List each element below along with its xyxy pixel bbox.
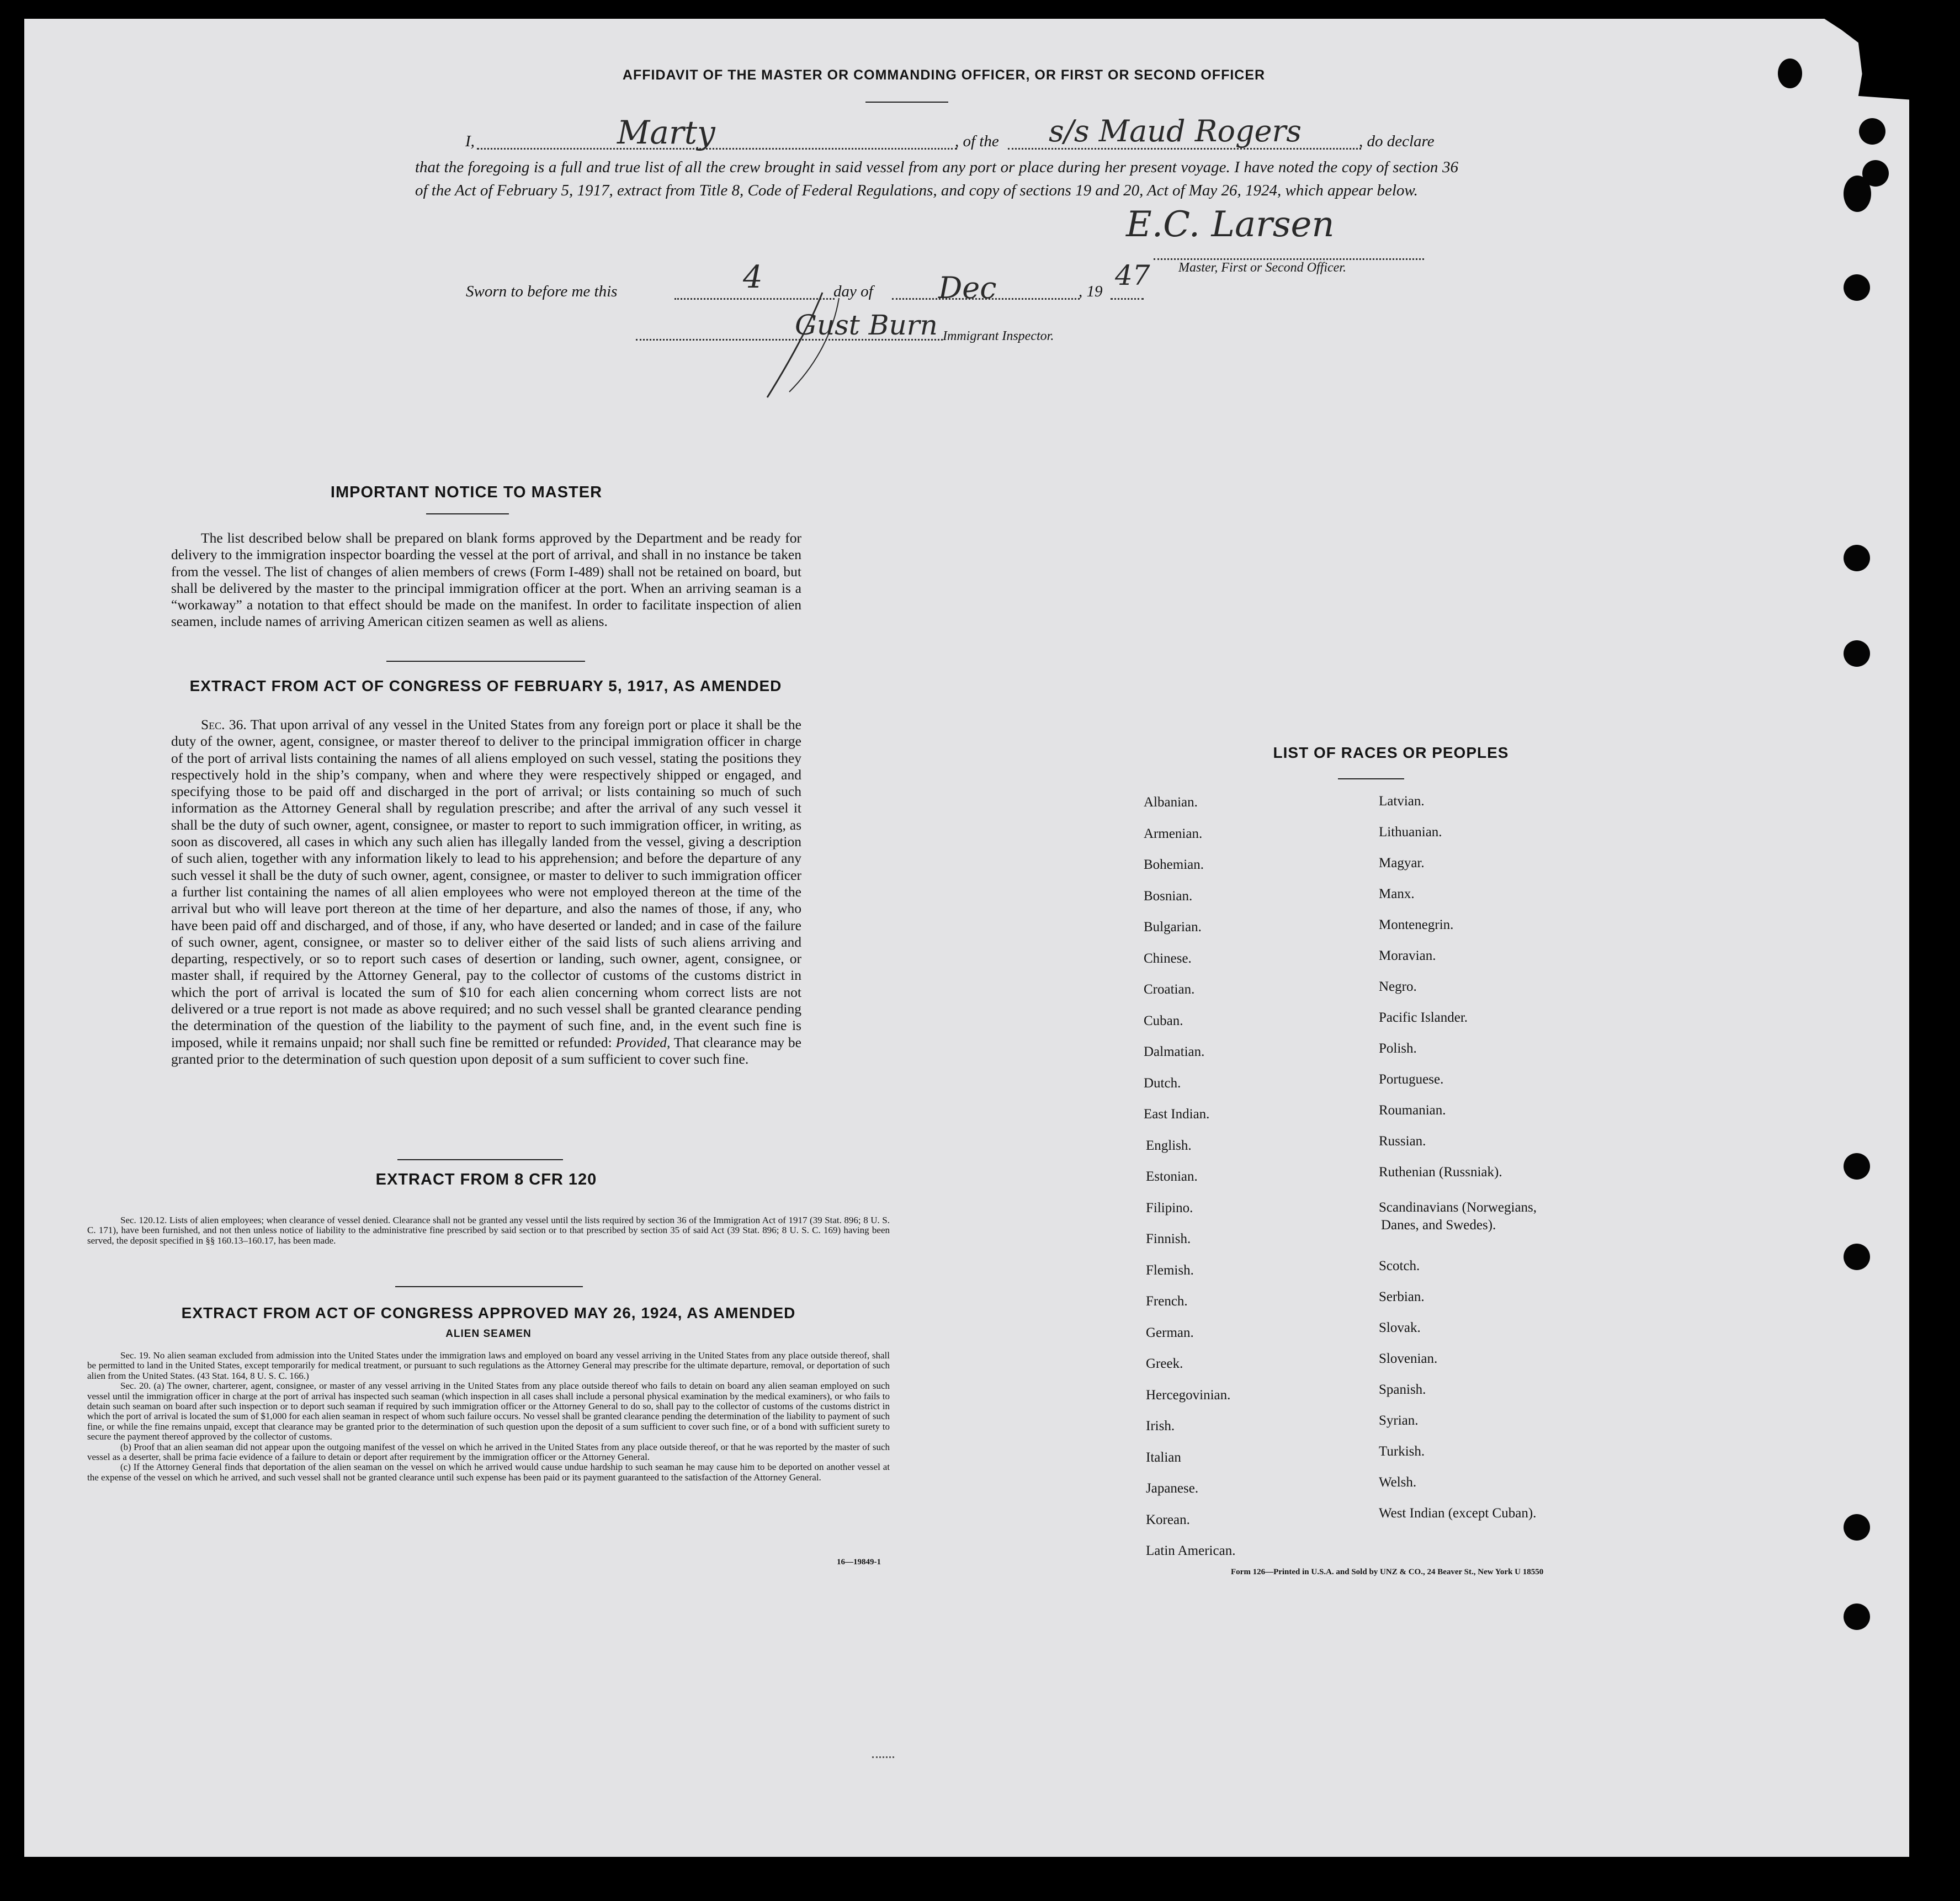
binder-hole <box>1844 1603 1870 1630</box>
binder-hole <box>1778 59 1802 88</box>
race-item: Latin American. <box>1146 1543 1236 1558</box>
sec-20b-text: (b) Proof that an alien seaman did not appear upon the outgoing manifest of the vessel on which he arrived in the United States from any place outside thereof, or that he was reported by the master of such vessel as a deserter, shall be prima facie evidence of a failure to detain or deport after requirement by the immigration officer or the Attorney General. <box>87 1441 890 1463</box>
inspector-signature: Gust Burn <box>795 309 938 341</box>
binder-hole <box>1844 1244 1870 1270</box>
notice-title: IMPORTANT NOTICE TO MASTER <box>330 484 603 501</box>
race-item: Turkish. <box>1379 1444 1425 1459</box>
sworn-day-of-label: day of <box>833 283 873 300</box>
extract-1917-body <box>171 716 801 1068</box>
master-signature-field[interactable] <box>1154 258 1424 260</box>
notice-divider <box>426 513 509 514</box>
master-signature-label: Master, First or Second Officer. <box>1178 261 1346 275</box>
race-item: Serbian. <box>1379 1289 1425 1304</box>
race-item: Danes, and Swedes). <box>1381 1218 1496 1233</box>
extract-1924-title: EXTRACT FROM ACT OF CONGRESS APPROVED MAY 26, 1924, AS AMENDED <box>181 1304 796 1321</box>
master-signature: E.C. Larsen <box>1126 204 1335 245</box>
races-divider <box>1338 778 1404 779</box>
race-item: Welsh. <box>1379 1475 1417 1490</box>
race-item: Bosnian. <box>1144 888 1193 904</box>
race-item: Roumanian. <box>1379 1103 1446 1118</box>
race-item: Moravian. <box>1379 948 1436 963</box>
title-divider <box>865 102 948 103</box>
race-item: Syrian. <box>1379 1413 1419 1428</box>
extract-1917-title: EXTRACT FROM ACT OF CONGRESS OF FEBRUARY 5, 1917, AS AMENDED <box>189 677 782 694</box>
race-item: French. <box>1146 1294 1188 1309</box>
race-item: Manx. <box>1379 886 1415 901</box>
sec-36-text: That upon arrival of any vessel in the United States from any foreign port or place it shall be the duty of the owner, agent, consignee, or master thereof to deliver to the principal immigration officer in charge of the port of arrival lists containing the names of all aliens employed on such vessel, stating the positions they respectively hold in the ship’s company, when and where they were respectively shipped or engaged, and specifying those to be paid off and discharged in the port of arrival; or lists containing so much of such information as the Attorney General shall by regulation prescribe; and after the arrival of any such vessel it shall be the duty of such owner, agent, consignee, or master to report to such immigration officer, in writing, as soon as discovered, all cases in which any such alien has illegally landed from the vessel, giving a description of such alien, together with any information likely to lead to his apprehension; and before the departure of any such vessel it shall be the duty of such owner, agent, consignee, or master to deliver to such immigration officer a further list containing the names of all alien employees who were not employed thereon at the time of the arrival but who will leave port thereon at the time of her departure, and also the names of those, if any, who have been paid off and discharged, and of those, if any, who have deserted or landed; and in case of the failure of such owner, agent, consignee, or master so to deliver either of the said lists of such aliens arriving and departing, respectively, or so to report such cases of desertion or landing, such owner, agent, consignee, or master shall, if required by the Attorney General, pay to the collector of customs of the customs district in which the port of arrival is located the sum of $10 for each alien concerning whom correct lists are not delivered or a true report is not made as above required; and no such vessel shall be granted clearance pending the determination of the question of the liability to the payment of such fine, and, in the event such fine is imposed, while it remains unpaid; nor shall such fine be remitted or refunded: <box>171 716 801 1050</box>
race-item: Magyar. <box>1379 856 1425 870</box>
race-item: Estonian. <box>1146 1169 1198 1184</box>
binder-hole <box>1844 1153 1870 1180</box>
race-item: Cuban. <box>1144 1013 1183 1028</box>
race-item: Slovak. <box>1379 1320 1421 1335</box>
of-the-label: , of the <box>955 132 999 150</box>
sec-36-label: Sec. 36. <box>201 716 247 732</box>
race-item: German. <box>1146 1325 1194 1340</box>
races-title: LIST OF RACES OR PEOPLES <box>1273 744 1509 761</box>
race-item: Croatian. <box>1144 982 1195 997</box>
form-footer: Form 126—Printed in U.S.A. and Sold by UNZ & CO., 24 Beaver St., New York U 18550 <box>1231 1568 1544 1576</box>
binder-hole <box>1859 118 1885 145</box>
race-item: Negro. <box>1379 979 1417 994</box>
race-item: English. <box>1146 1138 1192 1153</box>
race-item: Italian <box>1146 1449 1181 1465</box>
affidavit-body: that the foregoing is a full and true list of all the crew brought in said vessel from any port or place during her present voyage. I have noted the copy of section 36 of the Act of February 5, 1917, extract from Title 8, Code of Federal Regulations, and copy of sections 19 and 20, Act of May 26, 1924, which appear below. <box>415 158 1458 199</box>
alien-seamen-subtitle: ALIEN SEAMEN <box>445 1328 532 1340</box>
sworn-year-label: , 19 <box>1079 283 1103 300</box>
race-item: Chinese. <box>1144 950 1192 966</box>
race-item: Japanese. <box>1146 1481 1199 1496</box>
binder-hole <box>1844 640 1870 667</box>
binder-hole <box>1844 545 1870 571</box>
sec-20c-text: (c) If the Attorney General finds that deportation of the alien seaman on the vessel on which he arrived would cause undue hardship to such seaman he may cause him to be deported on another vessel at the expense of the vessel on which he arrived, and such vessel shall not be granted clearance until such expense has been paid or its payment guaranteed to the satisfaction of the Attorney General. <box>87 1462 890 1483</box>
inspector-label: Immigrant Inspector. <box>943 329 1054 343</box>
section-divider <box>397 1159 563 1160</box>
race-item: Montenegrin. <box>1379 917 1454 932</box>
race-item: Slovenian. <box>1379 1351 1438 1366</box>
binder-hole <box>1844 176 1871 212</box>
sworn-year-handwriting: 47 <box>1115 259 1150 291</box>
sworn-month-handwriting: Dec <box>938 270 997 305</box>
race-item: Scandinavians (Norwegians, <box>1379 1200 1537 1215</box>
race-item: East Indian. <box>1144 1107 1210 1122</box>
binder-hole <box>1844 1514 1870 1541</box>
declare-label: , do declare <box>1359 132 1435 150</box>
race-item: Bulgarian. <box>1144 920 1202 934</box>
race-item: Dutch. <box>1144 1075 1181 1091</box>
vessel-name-handwriting: s/s Maud Rogers <box>1049 114 1302 148</box>
race-item: Albanian. <box>1144 795 1198 810</box>
race-item: Bohemian. <box>1144 857 1204 872</box>
section-divider <box>395 1286 583 1287</box>
race-item: Pacific Islander. <box>1379 1010 1468 1025</box>
section-divider <box>386 661 585 662</box>
race-item: Latvian. <box>1379 794 1425 809</box>
sworn-label: Sworn to before me this <box>466 283 618 300</box>
binder-hole <box>1844 274 1870 301</box>
extract-cfr-body: Sec. 120.12. Lists of alien employees; when clearance of vessel denied. Clearance shall not be granted any vessel until the lists required by section 36 of the Immigration Act of 1917 (39 Stat. 896; 8 U. S. C. 171), have been furnished, and not then unless notice of liability to the administrative fine prescribed by said section or to that prescribed by section 35 of said Act (39 Stat. 896; 8 U. S. C. 169) having been served, the deposit specified in §§ 160.13–160.17, has been made. <box>87 1215 890 1246</box>
signature-flourish <box>756 287 844 403</box>
sworn-day-handwriting: 4 <box>743 259 763 295</box>
sec-20a-text: Sec. 20. (a) The owner, charterer, agent, consignee, or master of any vessel arriving in the United States from any place outside thereof who fails to detain on board any alien seaman employed on such vessel until the immigration officer in charge at the port of arrival has inspected such seaman (which inspection in all cases shall include a personal physical examination by the medical examiners), or who fails to detain such seaman on board after such inspection or to deport such seaman if required by such immigration officer or the Attorney General to do so, shall pay to the collector of customs of the customs district in which the port of arrival is located the sum of $1,000 for each alien seaman in respect of whom such failure occurs. No vessel shall be granted clearance pending the determination of the liability to payment of such fine, or while the fine remains unpaid, except that clearance may be granted prior to the determination of such question upon the deposit of a sum sufficient to cover such fine, or of a bond with sufficient surety to secure the payment thereof approved by the collector of customs. <box>87 1380 890 1442</box>
race-item: Filipino. <box>1146 1200 1193 1215</box>
race-item: Portuguese. <box>1379 1072 1444 1087</box>
race-item: West Indian (except Cuban). <box>1379 1506 1537 1521</box>
race-item: Ruthenian (Russniak). <box>1379 1165 1502 1180</box>
form-code: 16—19849-1 <box>837 1558 881 1567</box>
race-item: Lithuanian. <box>1379 825 1442 840</box>
scan-mark <box>872 1756 894 1764</box>
race-item: Armenian. <box>1144 826 1203 841</box>
declarant-name-handwriting: Marty <box>617 114 715 151</box>
race-item: Hercegovinian. <box>1146 1387 1231 1403</box>
race-item: Scotch. <box>1379 1259 1420 1273</box>
proviso-text: That clearance may be granted prior to the determination of such question upon deposit of a sum sufficient to cover such fine. <box>171 1034 801 1067</box>
proviso-label: Provided, <box>615 1034 671 1050</box>
notice-body: The list described below shall be prepared on blank forms approved by the Department and be ready for delivery to the immigration inspector boarding the vessel at the port of arrival, and shall in no instance be taken from the vessel. The list of changes of alien members of crews (Form I-489) shall not be retained on board, but shall be delivered by the master to the principal immigration officer at the port. When an arriving seaman is a “workaway” a notation to that effect should be made on the manifest. In order to facilitate inspection of alien seamen, include names of arriving American citizen seamen as well as aliens. <box>171 530 801 630</box>
extract-1924-body <box>87 1351 890 1483</box>
extract-cfr-title: EXTRACT FROM 8 CFR 120 <box>375 1171 597 1188</box>
race-item: Greek. <box>1146 1356 1183 1371</box>
declarant-name-field[interactable] <box>477 148 957 150</box>
declarant-prefix: I, <box>465 132 475 150</box>
race-item: Polish. <box>1379 1041 1417 1056</box>
race-item: Russian. <box>1379 1134 1426 1149</box>
race-item: Spanish. <box>1379 1382 1426 1397</box>
sec-19-text: Sec. 19. No alien seaman excluded from admission into the United States under the immigration laws and employed on board any vessel arriving in the United States from any place outside thereof, shall be permitted to land in the United States, except temporarily for medical treatment, or pursuant to such regulations as the Attorney General may prescribe for the ultimate departure, removal, or deportation of such alien from the United States. (43 Stat. 164, 8 U. S. C. 166.) <box>87 1350 890 1381</box>
race-item: Flemish. <box>1146 1262 1194 1278</box>
race-item: Dalmatian. <box>1144 1044 1205 1059</box>
affidavit-title: AFFIDAVIT OF THE MASTER OR COMMANDING OFFICER, OR FIRST OR SECOND OFFICER <box>622 67 1266 83</box>
race-item: Finnish. <box>1146 1231 1191 1246</box>
race-item: Korean. <box>1146 1512 1190 1527</box>
race-item: Irish. <box>1146 1419 1175 1433</box>
sworn-year-field[interactable] <box>1111 298 1144 300</box>
